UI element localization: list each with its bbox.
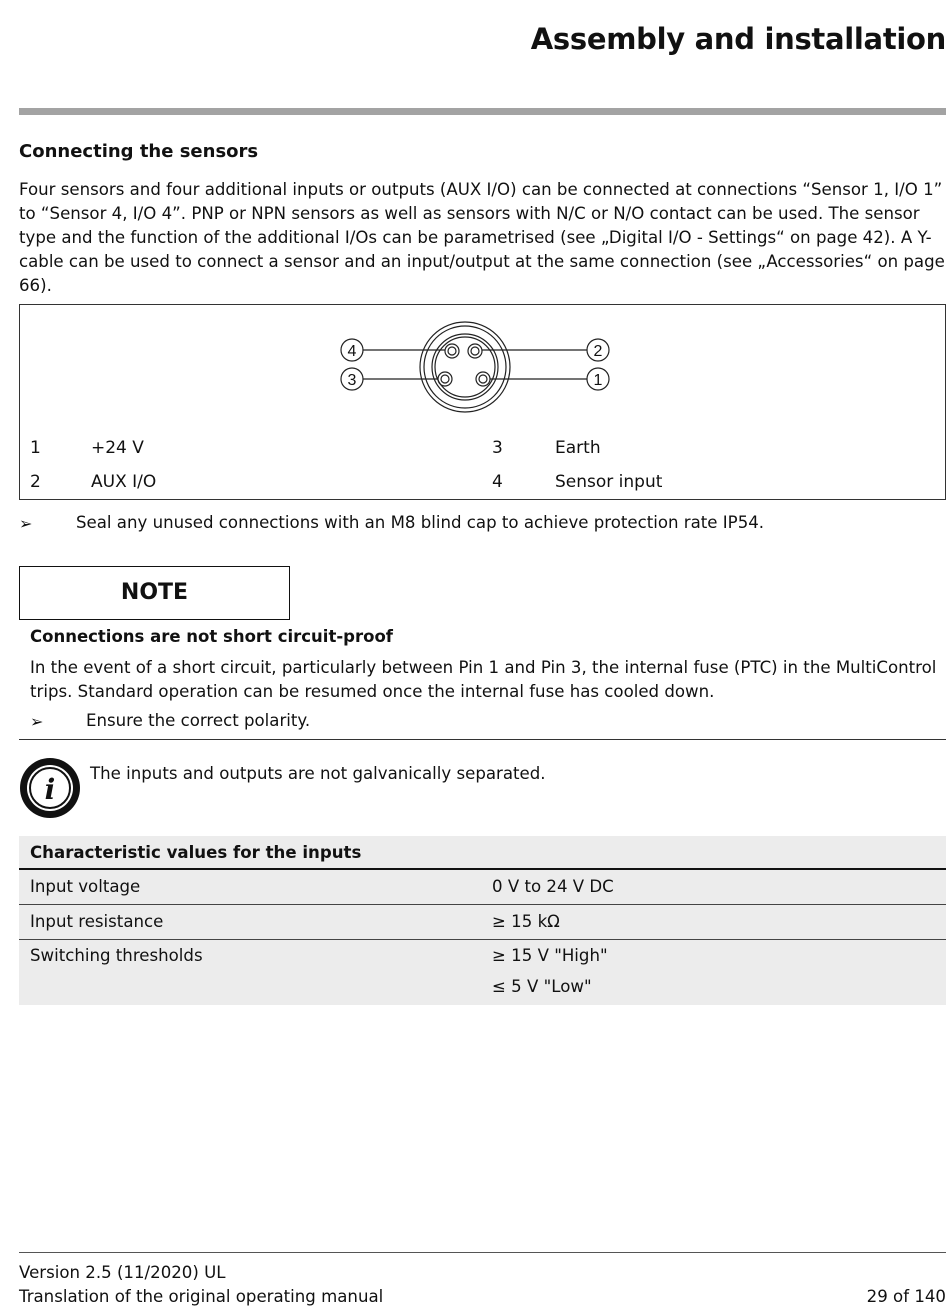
- diagram-label: 4: [347, 343, 357, 360]
- pin-number: 1: [30, 438, 41, 458]
- info-icon: [19, 757, 81, 819]
- section-paragraph: Four sensors and four additional inputs or outputs (AUX I/O) can be connected at connections “Sensor 1, I/O 1” to “Sensor 4, I/O 4”. PNP or NPN sensors as well as sensors with N/C or N/O contact can be used. The sensor type and the function of the additional I/Os can be parametrised (see „Digital I/O - Settings“ on page 42). A Y-cable can be used to connect a sensor and an input/output at the same connection (see „Accessories“ on page 66).: [19, 180, 945, 295]
- arrow-bullet-icon: ➢: [30, 712, 44, 731]
- pin-number: 3: [492, 438, 503, 458]
- footer-divider: [19, 1252, 946, 1253]
- row-value: ≥ 15 V "High": [492, 946, 608, 965]
- row-value: ≥ 15 kΩ: [492, 912, 560, 931]
- pin-number: 2: [30, 472, 41, 492]
- instruction-text: Seal any unused connections with an M8 blind cap to achieve protection rate IP54.: [76, 513, 765, 532]
- pin-desc: Earth: [555, 438, 601, 458]
- row-value: 0 V to 24 V DC: [492, 877, 614, 896]
- diagram-label: 2: [593, 343, 603, 360]
- table-header: [19, 836, 946, 870]
- row-name: Input resistance: [30, 912, 164, 931]
- characteristics-table: [19, 836, 946, 1005]
- svg-text:i: i: [44, 773, 56, 806]
- row-name: Switching thresholds: [30, 946, 203, 965]
- footer-version: Version 2.5 (11/2020) UL: [19, 1263, 226, 1282]
- info-text: The inputs and outputs are not galvanically separated.: [90, 764, 546, 783]
- page-title: Assembly and installation: [530, 22, 946, 56]
- row-value: ≤ 5 V "Low": [492, 977, 592, 996]
- table-header-text: Characteristic values for the inputs: [30, 843, 362, 862]
- pin-desc: AUX I/O: [91, 472, 157, 492]
- table-row: [19, 905, 946, 940]
- pin-desc: +24 V: [91, 438, 144, 458]
- note-heading: Connections are not short circuit-proof: [30, 627, 393, 646]
- arrow-bullet-icon: ➢: [19, 514, 33, 533]
- pin-number: 4: [492, 472, 503, 492]
- table-row: [19, 870, 946, 905]
- section-heading: Connecting the sensors: [19, 141, 259, 162]
- page-number: 29 of 140: [866, 1287, 946, 1306]
- table-row: [19, 940, 946, 1005]
- diagram-label: 1: [593, 372, 603, 389]
- connector-diagram-box: [19, 304, 946, 500]
- note-label: NOTE: [19, 566, 290, 620]
- footer-subtitle: Translation of the original operating manual: [19, 1287, 384, 1306]
- note-divider: [19, 739, 946, 740]
- diagram-label: 3: [347, 372, 357, 389]
- note-text: In the event of a short circuit, particularly between Pin 1 and Pin 3, the internal fuse (PTC) in the MultiControl trips. Standard operation can be resumed once the internal fuse has cooled down.: [30, 658, 937, 701]
- row-name: Input voltage: [30, 877, 141, 896]
- note-action: Ensure the correct polarity.: [86, 711, 311, 730]
- pin-desc: Sensor input: [555, 472, 663, 492]
- header-divider: [19, 108, 946, 115]
- m8-connector-diagram: [330, 319, 630, 419]
